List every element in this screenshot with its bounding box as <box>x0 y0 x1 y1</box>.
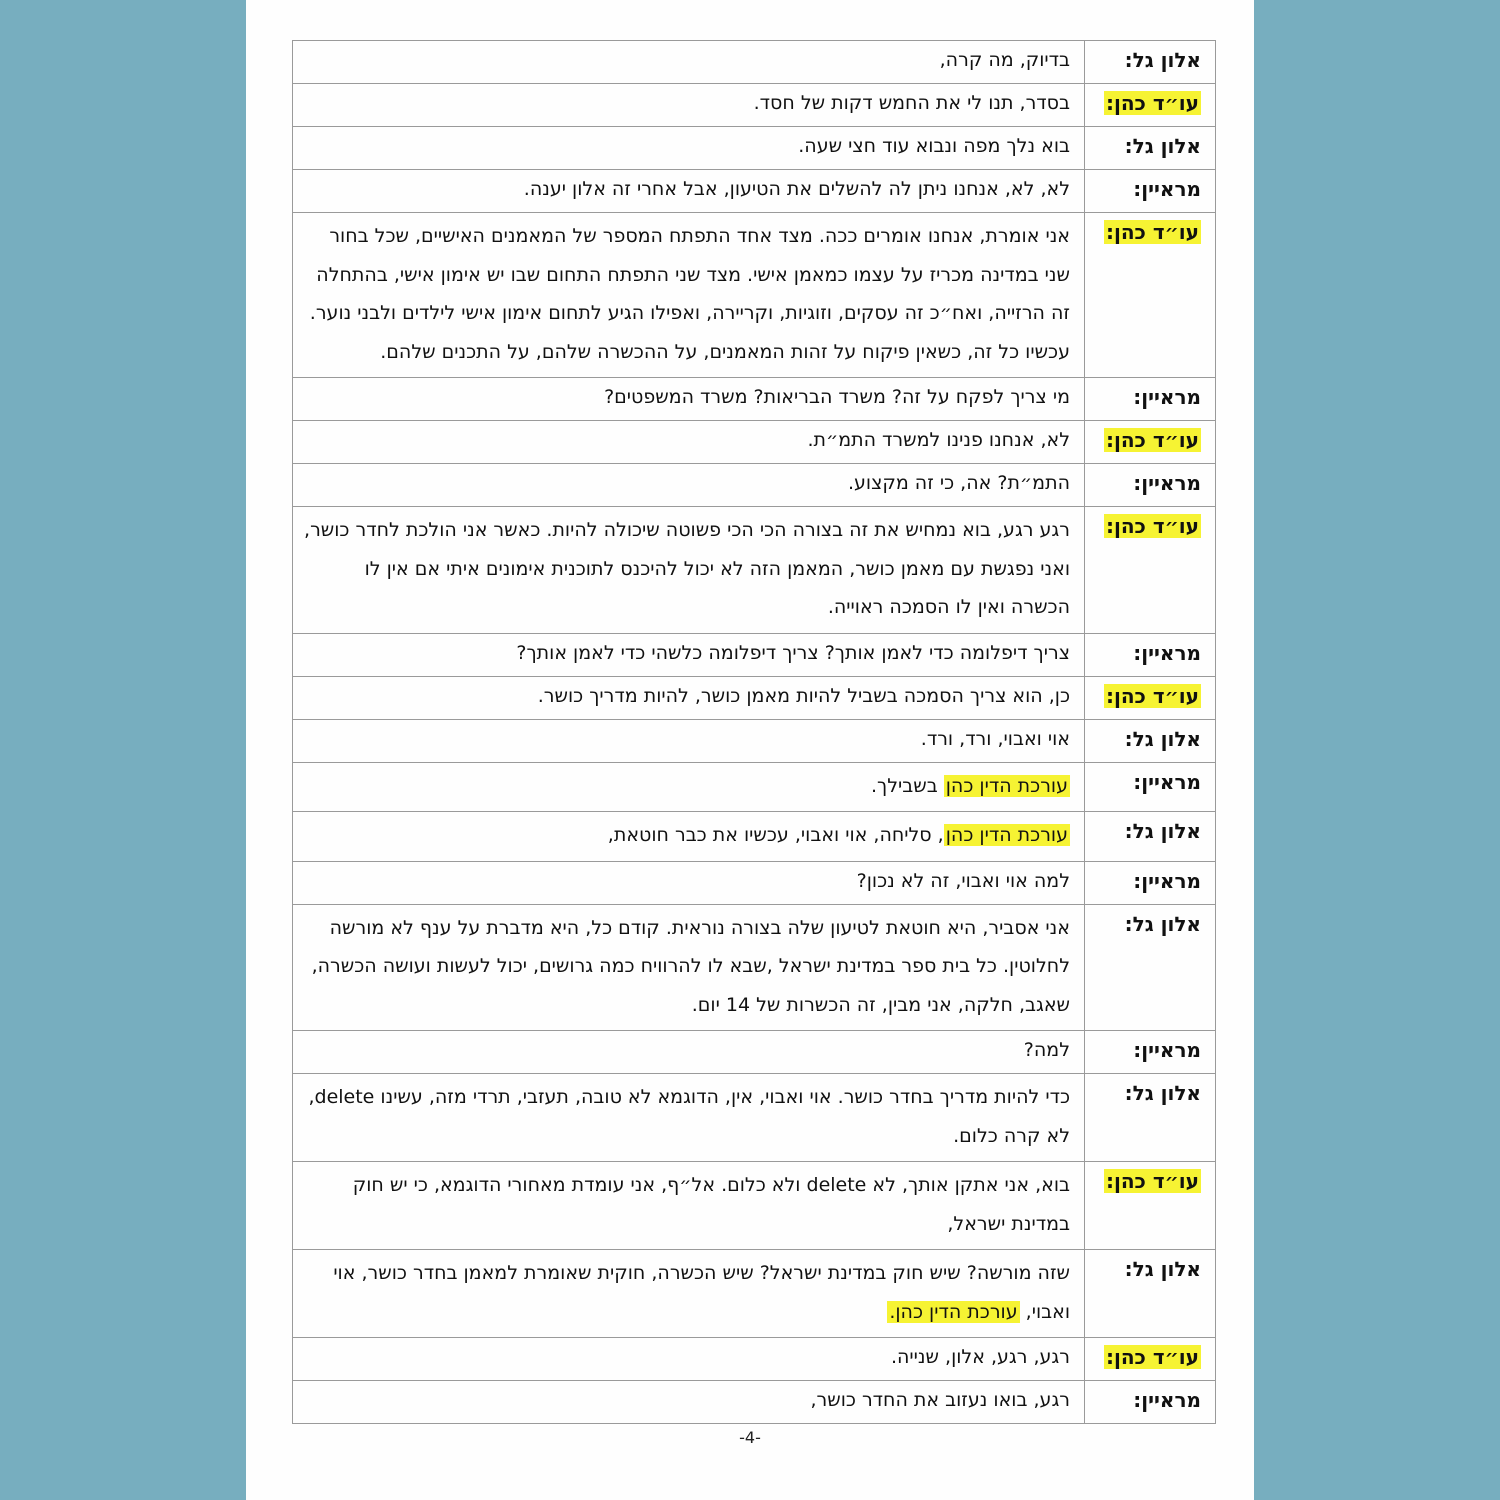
speaker-name: עו״ד כהן: <box>1105 220 1199 244</box>
transcript-row <box>293 378 1216 421</box>
speaker-name: אלון גל: <box>1124 1257 1201 1281</box>
utterance-cell <box>293 127 1085 170</box>
speaker-cell <box>1085 1074 1216 1162</box>
utterance-text: לא, לא, אנחנו ניתן לה להשלים את הטיעון, אבל אחרי זה אלון יענה. <box>523 178 1070 200</box>
utterance-cell <box>293 676 1085 719</box>
speaker-name: עו״ד כהן: <box>1105 91 1199 115</box>
speaker-name: מראיין: <box>1133 868 1201 893</box>
transcript-row <box>293 213 1216 378</box>
highlighted-text: עורכת הדין כהן <box>945 774 1068 797</box>
utterance-cell <box>293 84 1085 127</box>
utterance-cell <box>293 633 1085 676</box>
utterance-cell <box>293 464 1085 507</box>
utterance-text: אני אסביר, היא חוטאת לטיעון שלה בצורה נוראית. קודם כל, היא מדברת על ענף לא מורשה לחלוטין. כל בית ספר במדינת ישראל ,שבא לו להרוויח כמה גרושים, יכול לעשות ועושה הכשרה, שאגב, חלקה, אני מבין, זה הכשרות של 14 יום. <box>311 916 1070 1016</box>
utterance-cell <box>293 1381 1085 1424</box>
utterance-text: למה אוי ואבוי, זה לא נכון? <box>856 869 1070 892</box>
transcript-row <box>293 1162 1216 1250</box>
transcript-row <box>293 170 1216 213</box>
utterance-text: לא, אנחנו פנינו למשרד התמ״ת. <box>807 429 1070 451</box>
speaker-name: מראיין: <box>1133 1038 1201 1062</box>
utterance-cell <box>293 719 1085 762</box>
utterance-cell <box>293 1338 1085 1381</box>
transcript-row <box>293 812 1216 862</box>
speaker-cell <box>1085 861 1216 904</box>
speaker-cell <box>1085 1338 1216 1381</box>
utterance-cell <box>293 861 1085 904</box>
speaker-name: עו״ד כהן: <box>1105 514 1199 538</box>
speaker-name: מראיין: <box>1133 177 1201 201</box>
transcript-row <box>293 507 1216 634</box>
transcript-row <box>293 904 1216 1031</box>
utterance-text: כן, הוא צריך הסמכה בשביל להיות מאמן כושר, להיות מדריך כושר. <box>537 684 1070 707</box>
utterance-text: רגע, רגע, אלון, שנייה. <box>890 1346 1070 1368</box>
utterance-text: אני אומרת, אנחנו אומרים ככה. מצד אחד התפתח המספר של המאמנים האישיים, שכל בחור שני במדינה מכריז על עצמו כמאמן אישי. מצד שני התפתח התחום שבו יש אימון אישי, בהתחלה זה הרזייה, ואח״כ זה עסקים, וזוגיות, וקריירה, ואפילו הגיע לתחום אימון אישי לילדים ולבני נוער. עכשיו כל זה, כשאין פיקוח על זהות המאמנים, על ההכשרה שלהם, על התכנים שלהם. <box>309 225 1070 363</box>
utterance-text: בוא נלך מפה ונבוא עוד חצי שעה. <box>798 135 1070 157</box>
utterance-text: בדיוק, מה קרה, <box>939 49 1070 71</box>
utterance-text: למה? <box>1023 1039 1070 1061</box>
transcript-row <box>293 464 1216 507</box>
transcript-row <box>293 1250 1216 1338</box>
utterance-text: , סליחה, אוי ואבוי, עכשיו את כבר חוטאת, <box>607 824 944 846</box>
transcript-table <box>292 40 1216 1424</box>
speaker-name: עו״ד כהן: <box>1105 1169 1199 1193</box>
transcript-row <box>293 1031 1216 1074</box>
speaker-cell <box>1085 464 1216 507</box>
speaker-cell <box>1085 1162 1216 1250</box>
utterance-cell <box>293 1162 1085 1250</box>
speaker-cell <box>1085 170 1216 213</box>
utterance-text: התמ״ת? אה, כי זה מקצוע. <box>848 472 1070 494</box>
speaker-cell <box>1085 127 1216 170</box>
transcript-row <box>293 861 1216 904</box>
utterance-text: כדי להיות מדריך בחדר כושר. אוי ואבוי, אין, הדוגמא לא טובה, תעזבי, תרדי מזה, עשינו delete, לא קרה כלום. <box>308 1086 1070 1147</box>
transcript-row <box>293 633 1216 676</box>
speaker-name: אלון גל: <box>1124 48 1201 72</box>
speaker-name: אלון גל: <box>1124 134 1201 158</box>
utterance-text: בשבילך. <box>870 774 944 797</box>
speaker-name: מראיין: <box>1133 1388 1201 1412</box>
transcript-row <box>293 84 1216 127</box>
document-page <box>246 0 1254 1500</box>
speaker-cell <box>1085 41 1216 84</box>
speaker-name: מראיין: <box>1133 385 1201 409</box>
speaker-cell <box>1085 1031 1216 1074</box>
speaker-cell <box>1085 1250 1216 1338</box>
speaker-cell <box>1085 421 1216 464</box>
speaker-name: אלון גל: <box>1124 726 1201 751</box>
speaker-cell <box>1085 812 1216 862</box>
utterance-text: שזה מורשה? שיש חוק במדינת ישראל? שיש הכשרה, חוקית שאומרת למאמן בחדר כושר, אוי ואבוי, <box>333 1262 1070 1323</box>
page-number: -4- <box>739 1428 761 1447</box>
speaker-cell <box>1085 1381 1216 1424</box>
utterance-text: רגע רגע, בוא נמחיש את זה בצורה הכי הכי פשוטה שיכולה להיות. כאשר אני הולכת לחדר כושר, ואני נפגשת עם מאמן כושר, המאמן הזה לא יכול להיכנס לתוכנית אימונים איתי אם אין לו הכשרה ואין לו הסמכה ראוייה. <box>304 519 1070 618</box>
transcript-row <box>293 1074 1216 1162</box>
utterance-cell <box>293 904 1085 1031</box>
speaker-name: אלון גל: <box>1124 1081 1201 1105</box>
utterance-cell <box>293 41 1085 84</box>
speaker-name: מראיין: <box>1133 471 1201 495</box>
speaker-cell <box>1085 633 1216 676</box>
utterance-text: רגע, בואו נעזוב את החדר כושר, <box>810 1389 1070 1411</box>
utterance-text: בוא, אני אתקן אותך, לא delete ולא כלום. אל״ף, אני עומדת מאחורי הדוגמא, כי יש חוק במדינת ישראל, <box>352 1174 1070 1235</box>
speaker-cell <box>1085 213 1216 378</box>
utterance-cell <box>293 812 1085 862</box>
speaker-name: מראיין: <box>1133 769 1201 794</box>
transcript-row <box>293 1338 1216 1381</box>
speaker-cell <box>1085 676 1216 719</box>
utterance-cell <box>293 213 1085 378</box>
speaker-cell <box>1085 904 1216 1031</box>
utterance-cell <box>293 378 1085 421</box>
utterance-cell <box>293 170 1085 213</box>
utterance-text: אוי ואבוי, ורד, ורד. <box>920 727 1070 750</box>
transcript-row <box>293 41 1216 84</box>
transcript-row <box>293 676 1216 719</box>
speaker-name: אלון גל: <box>1124 911 1201 936</box>
speaker-cell <box>1085 84 1216 127</box>
utterance-cell <box>293 762 1085 812</box>
utterance-cell <box>293 1250 1085 1338</box>
speaker-cell <box>1085 507 1216 634</box>
speaker-name: מראיין: <box>1133 640 1201 665</box>
speaker-name: עו״ד כהן: <box>1105 428 1199 452</box>
transcript-row <box>293 127 1216 170</box>
transcript-row <box>293 1381 1216 1424</box>
utterance-text: בסדר, תנו לי את החמש דקות של חסד. <box>753 92 1070 114</box>
speaker-name: עו״ד כהן: <box>1105 1345 1199 1369</box>
speaker-cell <box>1085 762 1216 812</box>
utterance-text: מי צריך לפקח על זה? משרד הבריאות? משרד המשפטים? <box>604 386 1070 408</box>
speaker-name: עו״ד כהן: <box>1105 683 1199 708</box>
transcript-row <box>293 421 1216 464</box>
utterance-cell <box>293 1031 1085 1074</box>
highlighted-text: עורכת הדין כהן <box>945 824 1068 846</box>
utterance-cell <box>293 1074 1085 1162</box>
utterance-cell <box>293 507 1085 634</box>
transcript-row <box>293 762 1216 812</box>
transcript-row <box>293 719 1216 762</box>
highlighted-text: עורכת הדין כהן. <box>889 1300 1018 1323</box>
utterance-cell <box>293 421 1085 464</box>
speaker-cell <box>1085 378 1216 421</box>
utterance-text: צריך דיפלומה כדי לאמן אותך? צריך דיפלומה כלשהי כדי לאמן אותך? <box>516 641 1070 664</box>
speaker-name: אלון גל: <box>1124 819 1201 843</box>
speaker-cell <box>1085 719 1216 762</box>
